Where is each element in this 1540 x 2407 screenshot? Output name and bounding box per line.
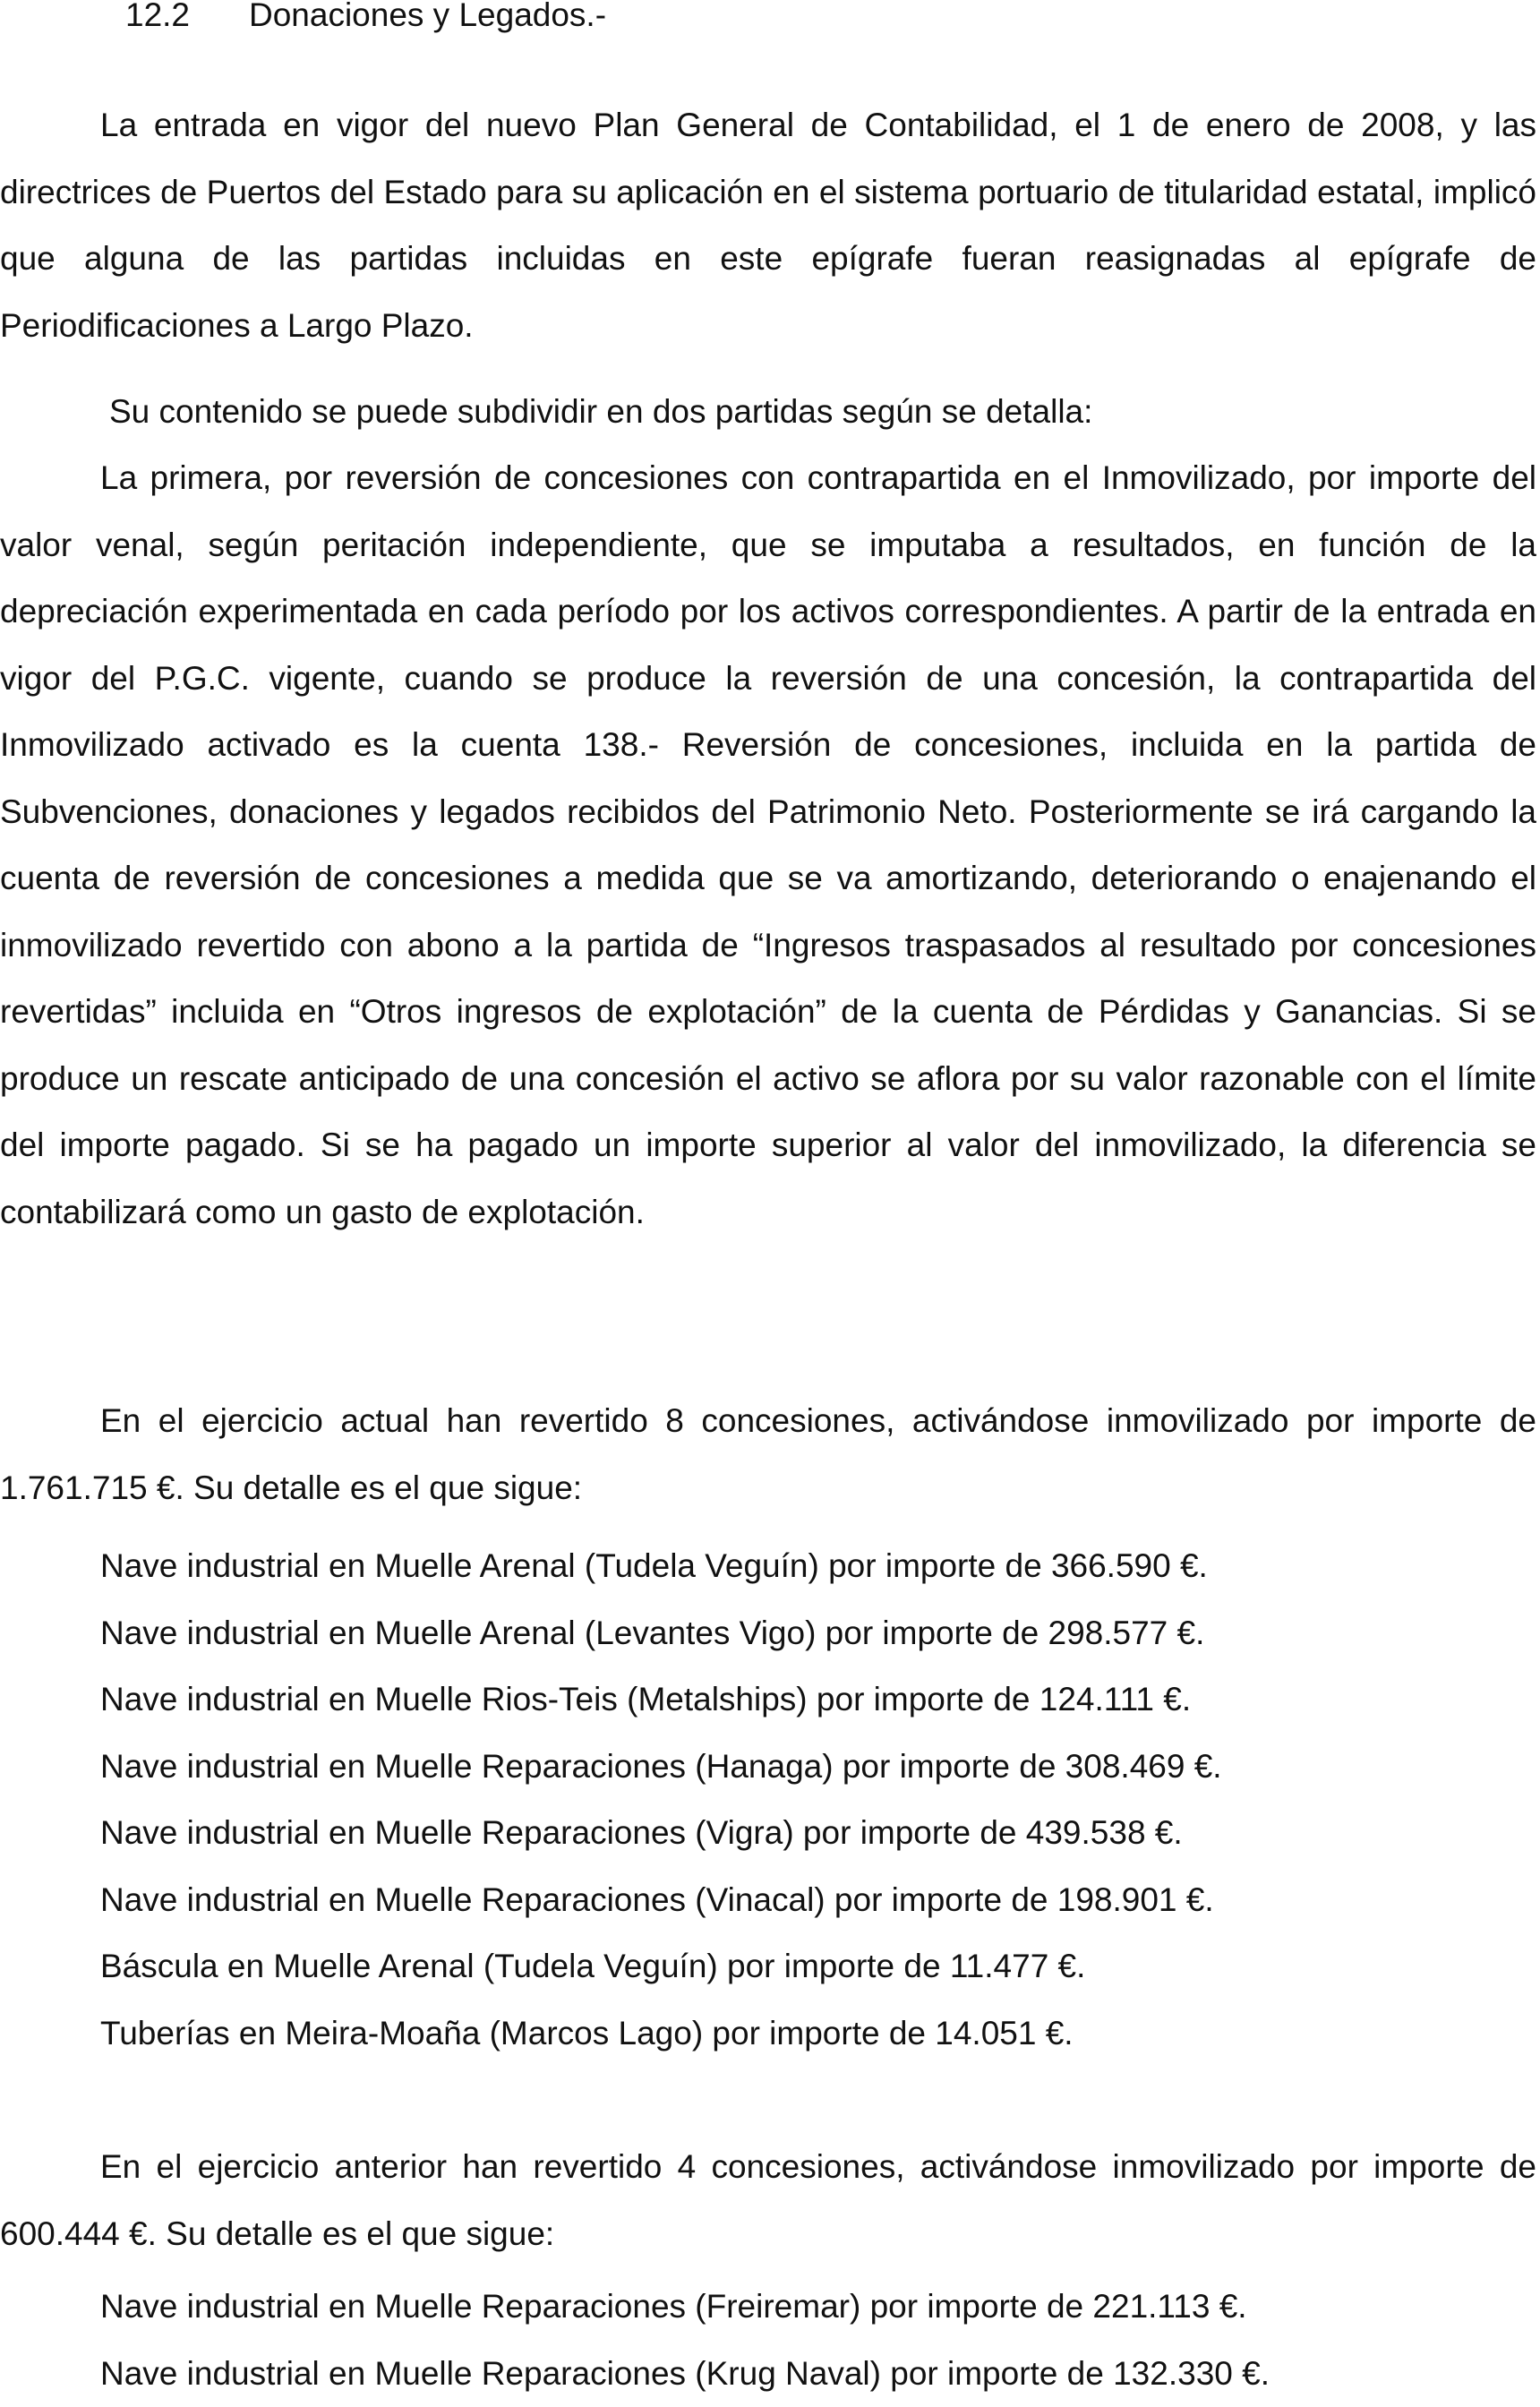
list-item: Nave industrial en Muelle Reparaciones (Hanaga) por importe de 308.469 €. — [100, 1734, 1222, 1801]
list-item: Nave industrial en Muelle Reparaciones (Vinacal) por importe de 198.901 €. — [100, 1867, 1222, 1934]
intro-paragraph: La entrada en vigor del nuevo Plan General de Contabilidad, el 1 de enero de 2008, y las directrices de Puertos del Estado para su aplicación en el sistema portuario de titularidad estatal, implicó que alguna de las partidas incluidas en este epígrafe fueran reasignadas al epígrafe de Periodificaciones a Largo Plazo. — [0, 92, 1536, 359]
list-item: Tuberías en Meira-Moaña (Marcos Lago) por importe de 14.051 €. — [100, 2000, 1222, 2068]
list-item: Báscula en Muelle Arenal (Tudela Veguín) por importe de 11.477 €. — [100, 1933, 1222, 2000]
list-item: Nave industrial en Muelle Arenal (Tudela Veguín) por importe de 366.590 €. — [100, 1533, 1222, 1600]
current-year-list — [100, 1533, 1222, 2067]
list-item: Nave industrial en Muelle Reparaciones (Vigra) por importe de 439.538 €. — [100, 1800, 1222, 1867]
previous-year-list — [100, 2274, 1270, 2407]
previous-year-paragraph: En el ejercicio anterior han revertido 4 concesiones, activándose inmovilizado por importe de 600.444 €. Su detalle es el que sigue: — [0, 2134, 1536, 2267]
list-item: Nave industrial en Muelle Reparaciones (Freiremar) por importe de 221.113 €. — [100, 2274, 1270, 2341]
current-year-paragraph: En el ejercicio actual han revertido 8 concesiones, activándose inmovilizado por importe de 1.761.715 €. Su detalle es el que sigue: — [0, 1388, 1536, 1521]
list-item: Nave industrial en Muelle Rios-Teis (Metalships) por importe de 124.111 €. — [100, 1666, 1222, 1734]
subdivision-paragraph: Su contenido se puede subdividir en dos partidas según se detalla: — [0, 379, 1536, 446]
section-title: Donaciones y Legados.- — [249, 0, 606, 33]
list-item: Nave industrial en Muelle Reparaciones (Krug Naval) por importe de 132.330 €. — [100, 2341, 1270, 2407]
section-heading — [125, 0, 606, 34]
section-number: 12.2 — [125, 0, 249, 34]
list-item: Nave industrial en Muelle Arenal (Levantes Vigo) por importe de 298.577 €. — [100, 1600, 1222, 1667]
first-item-paragraph: La primera, por reversión de concesiones con contrapartida en el Inmovilizado, por importe del valor venal, según peritación independiente, que se imputaba a resultados, en función de la depreciación experimentada en cada período por los activos correspondientes. A partir de la entrada en vigor del P.G.C. vigente, cuando se produce la reversión de una concesión, la contrapartida del Inmovilizado activado es la cuenta 138.- Reversión de concesiones, incluida en la partida de Subvenciones, donaciones y legados recibidos del Patrimonio Neto. Posteriormente se irá cargando la cuenta de reversión de concesiones a medida que se va amortizando, deteriorando o enajenando el inmovilizado revertido con abono a la partida de “Ingresos traspasados al resultado por concesiones revertidas” incluida en “Otros ingresos de explotación” de la cuenta de Pérdidas y Ganancias. Si se produce un rescate anticipado de una concesión el activo se aflora por su valor razonable con el límite del importe pagado. Si se ha pagado un importe superior al valor del inmovilizado, la diferencia se contabilizará como un gasto de explotación. — [0, 445, 1536, 1246]
